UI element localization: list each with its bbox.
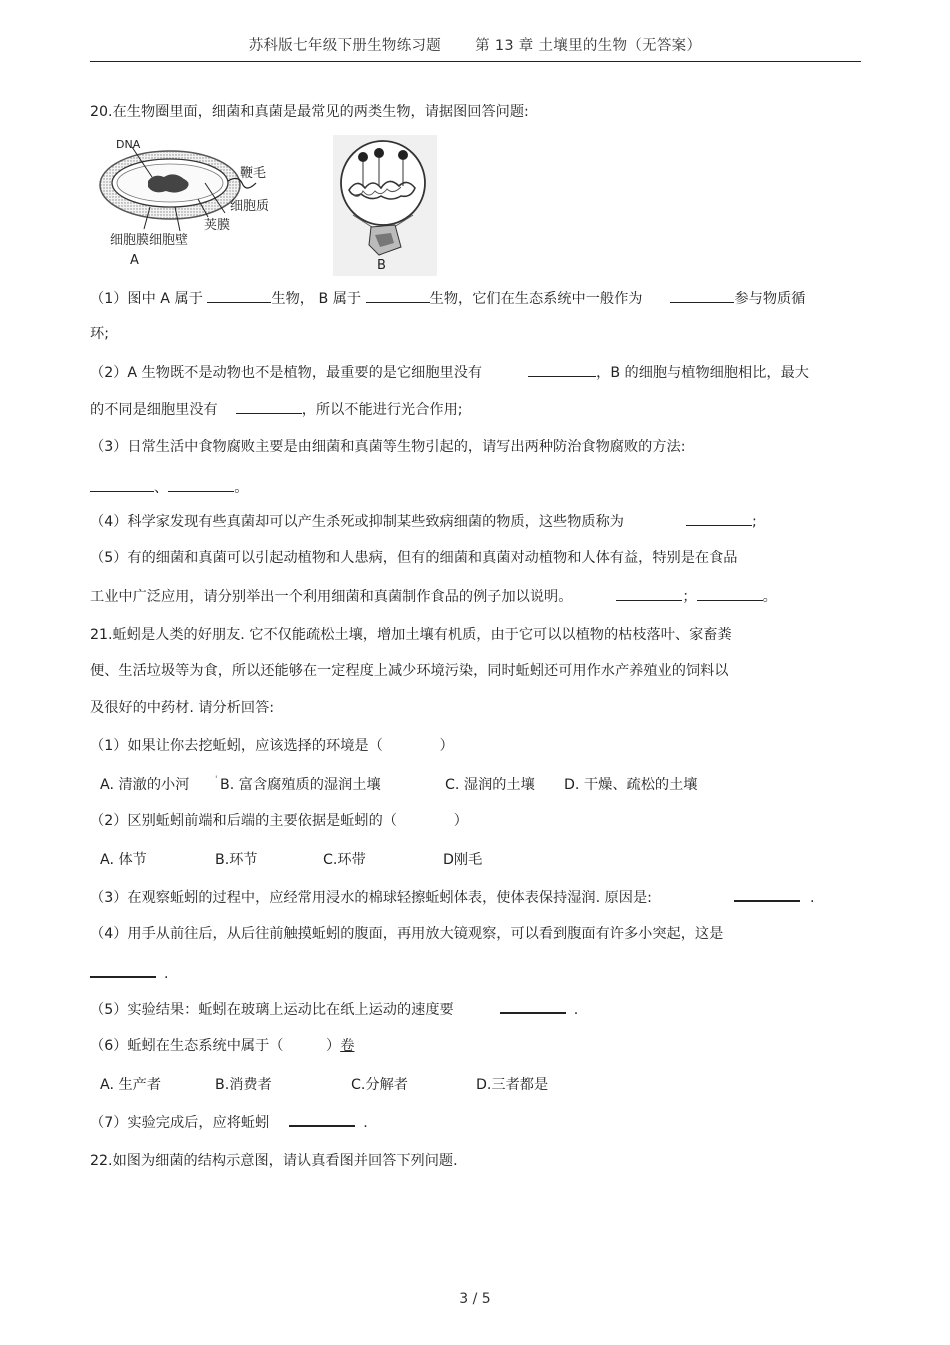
header-divider [90,61,861,62]
header-chapter: 第 13 章 土壤里的生物（无答案） [475,38,702,54]
q21-sub5-text: （5）实验结果：蚯蚓在玻璃上运动比在纸上运动的速度要 [90,1002,454,1018]
q21-sub6 [90,1036,354,1056]
q21-sub1: （1）如果让你去挖蚯蚓，应该选择的环境是（ ） [90,738,454,754]
q21-sub6-option-a[interactable]: A. 生产者 [100,1077,162,1093]
period: 。 [762,589,777,605]
q21-stem-line2: 便、生活垃圾等为食，所以还能够在一定程度上减少环境污染，同时蚯蚓还可用作水产养殖业的饲料以 [90,663,729,679]
answer-blank[interactable] [366,288,430,303]
q22-stem: 22.如图为细菌的结构示意图，请认真看图并回答下列问题. [90,1153,458,1169]
q20-part3-answers [90,477,248,498]
q21-sub5 [90,998,578,1020]
answer-blank[interactable] [236,399,302,414]
q20-stem: 20.在生物圈里面，细菌和真菌是最常见的两类生物，请据图回答问题: [90,104,529,120]
period: . [363,1115,368,1131]
answer-blank[interactable] [670,288,734,303]
answer-blank[interactable] [207,288,271,303]
membrane-wall-label: 细胞膜细胞壁 [110,233,189,248]
q21-sub3-text: （3）在观察蚯蚓的过程中，应经常用浸水的棉球轻擦蚯蚓体表，使体表保持湿润. 原因是: [90,890,652,906]
q21-sub7 [90,1111,368,1133]
q21-sub6-text: （6）蚯蚓在生态系统中属于（ ） [90,1038,341,1054]
q21-sub1-option-c[interactable]: C. 湿润的土壤 [445,777,535,793]
semicolon: ; [751,514,757,530]
q21-sub4: （4）用手从前往后，从后往前触摸蚯蚓的腹面，再用放大镜观察，可以看到腹面有许多小突起，这是 [90,926,724,942]
answer-blank[interactable] [697,586,763,601]
q21-sub3 [90,886,814,908]
q21-stem-line3: 及很好的中药材. 请分析回答: [90,700,275,716]
q21-stem-line1: 21.蚯蚓是人类的好朋友. 它不仅能疏松土壤，增加土壤有机质，由于它可以以植物的枯枝落叶、家畜粪 [90,627,732,643]
period: . [164,966,169,982]
answer-blank[interactable] [168,477,234,492]
q20-part5: （5）有的细菌和真菌可以引起动植物和人患病，但有的细菌和真菌对动植物和人体有益，特别是在食品 [90,550,738,566]
period: 。 [234,480,249,496]
answer-blank[interactable] [734,886,800,902]
dna-label: DNA [116,138,141,151]
q20-part2-cont [90,399,463,420]
answer-blank[interactable] [500,998,566,1014]
period: . [809,890,815,906]
q20-part2-text-c: 的不同是细胞里没有 [90,402,218,418]
q21-sub7-text: （7）实验完成后，应将蚯蚓 [90,1115,270,1131]
q21-sub6-option-b[interactable]: B.消费者 [215,1077,272,1093]
capsule-label: 荚膜 [204,218,231,233]
q21-sub1-option-d[interactable]: D. 干燥、疏松的土壤 [564,777,698,793]
period: . [573,1002,579,1018]
q20-part2-text-d: ，所以不能进行光合作用; [301,402,463,418]
q21-sub2-option-c[interactable]: C.环带 [323,852,366,868]
q21-sub6-option-d[interactable]: D.三者都是 [476,1077,549,1093]
q21-sub2-option-d[interactable]: D刚毛 [443,852,483,868]
q20-part2 [90,362,809,383]
separator: 、 [154,480,169,496]
bacterium-figure [100,133,270,269]
answer-blank[interactable] [616,586,682,601]
answer-blank[interactable] [528,362,596,377]
q20-part1 [90,288,805,309]
answer-blank[interactable] [90,962,156,978]
q20-part5-text-b: 工业中广泛应用，请分别举出一个利用细菌和真菌制作食品的例子加以说明。 [90,589,573,605]
q20-part3: （3）日常生活中食物腐败主要是由细菌和真菌等生物引起的，请写出两种防治食物腐败的方法: [90,439,686,455]
q20-part1-cont: 环; [90,326,109,342]
answer-blank[interactable] [90,477,154,492]
mold-figure [333,135,437,276]
stray-mark: ' [215,775,218,785]
q20-part1-text-c: 生物，它们在生态系统中一般作为 [429,291,643,307]
answer-blank[interactable] [289,1111,355,1127]
figure-b-letter: B [377,258,386,273]
q20-part4 [90,511,757,532]
q20-part1-text-a: （1）图中 A 属于 [90,291,203,307]
header-title: 苏科版七年级下册生物练习题 [248,38,442,54]
page-number: 3 / 5 [459,1291,491,1307]
cytoplasm-label: 细胞质 [230,199,270,214]
q21-sub2-option-a[interactable]: A. 体节 [100,852,147,868]
q20-part4-text: （4）科学家发现有些真菌却可以产生杀死或抑制某些致病细菌的物质，这些物质称为 [90,514,624,530]
separator: ； [682,589,697,605]
q21-sub6-option-c[interactable]: C.分解者 [351,1077,408,1093]
q20-part2-text-a: （2）A 生物既不是动物也不是植物，最重要的是它细胞里没有 [90,365,483,381]
q20-part5-cont [90,586,777,607]
q20-part2-text-b: ，B 的细胞与植物细胞相比，最大 [596,365,809,381]
q21-sub1-option-b[interactable]: B. 富含腐殖质的湿润土壤 [220,777,381,793]
flagellum-label: 鞭毛 [240,166,267,181]
q21-sub1-option-a[interactable]: A. 清澈的小河 [100,777,190,793]
q20-part1-text-b: 生物， B 属于 [271,291,362,307]
answer-blank[interactable] [686,511,752,526]
page-header [90,34,860,55]
q21-sub2-option-b[interactable]: B.环节 [215,852,258,868]
q20-part1-text-d: 参与物质循 [734,291,806,307]
stray-mark: 卷 [340,1038,355,1054]
q21-sub2: （2）区别蚯蚓前端和后端的主要依据是蚯蚓的（ ） [90,813,468,829]
q21-sub4-answer [90,962,169,984]
figure-a-letter: A [130,253,139,268]
